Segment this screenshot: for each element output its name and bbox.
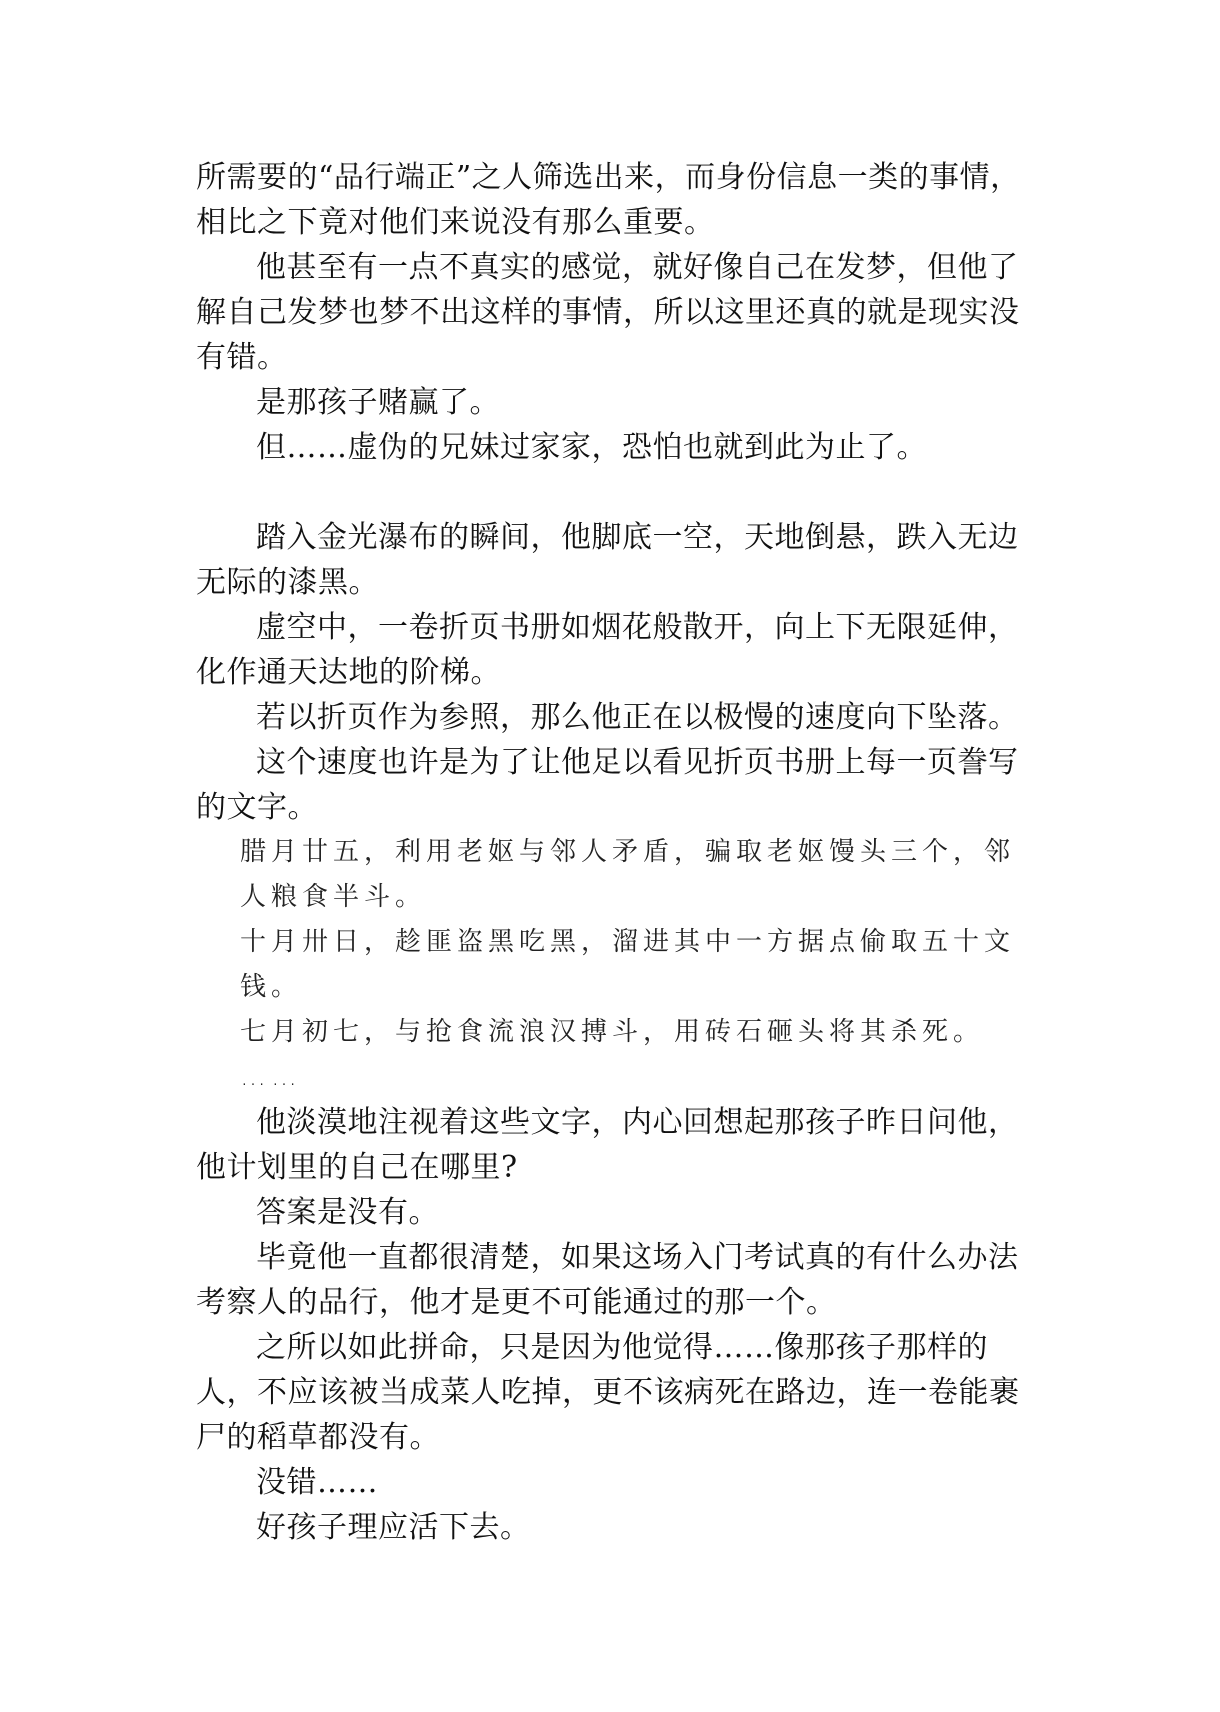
paragraph: 踏入金光瀑布的瞬间，他脚底一空，天地倒悬，跌入无边无际的漆黑。 bbox=[196, 520, 1019, 600]
paragraph: 这个速度也许是为了让他足以看见折页书册上每一页誊写的文字。 bbox=[196, 745, 1019, 825]
paragraph: 好孩子理应活下去。 bbox=[256, 1510, 531, 1545]
paragraph-continuation: 所需要的“品行端正”之人筛选出来，而身份信息一类的事情，相比之下竟对他们来说没有那么重要。 bbox=[196, 160, 1021, 240]
paragraph: 毕竟他一直都很清楚，如果这场入门考试真的有什么办法考察人的品行，他才是更不可能通过的那一个。 bbox=[196, 1240, 1019, 1320]
record-list bbox=[240, 830, 1040, 1100]
paragraph: 虚空中，一卷折页书册如烟花般散开，向上下无限延伸，化作通天达地的阶梯。 bbox=[196, 610, 1019, 690]
document-page bbox=[196, 155, 1038, 1550]
paragraph: 他甚至有一点不真实的感觉，就好像自己在发梦，但他了解自己发梦也梦不出这样的事情，所以这里还真的就是现实没有错。 bbox=[196, 250, 1020, 375]
record-entry: 十月卅日，趁匪盗黑吃黑，溜进其中一方据点偷取五十文钱。 bbox=[240, 927, 1016, 1002]
record-entry: 七月初七，与抢食流浪汉搏斗，用砖石砸头将其杀死。 bbox=[240, 1017, 985, 1047]
paragraph: 但……虚伪的兄妹过家家，恐怕也就到此为止了。 bbox=[256, 430, 927, 465]
paragraph: 没错…… bbox=[256, 1465, 378, 1500]
paragraph: 他淡漠地注视着这些文字，内心回想起那孩子昨日问他，他计划里的自己在哪里? bbox=[196, 1105, 1019, 1185]
section-break bbox=[196, 470, 1038, 515]
record-entry: 腊月廿五，利用老妪与邻人矛盾，骗取老妪馒头三个，邻人粮食半斗。 bbox=[240, 837, 1016, 912]
paragraph: 之所以如此拼命，只是因为他觉得……像那孩子那样的人，不应该被当成菜人吃掉，更不该病死在路边，连一卷能裹尸的稻草都没有。 bbox=[196, 1330, 1020, 1455]
paragraph: 是那孩子赌赢了。 bbox=[256, 385, 500, 420]
record-ellipsis: …… bbox=[240, 1062, 302, 1092]
paragraph: 答案是没有。 bbox=[256, 1195, 439, 1230]
paragraph: 若以折页作为参照，那么他正在以极慢的速度向下坠落。 bbox=[256, 700, 1019, 735]
